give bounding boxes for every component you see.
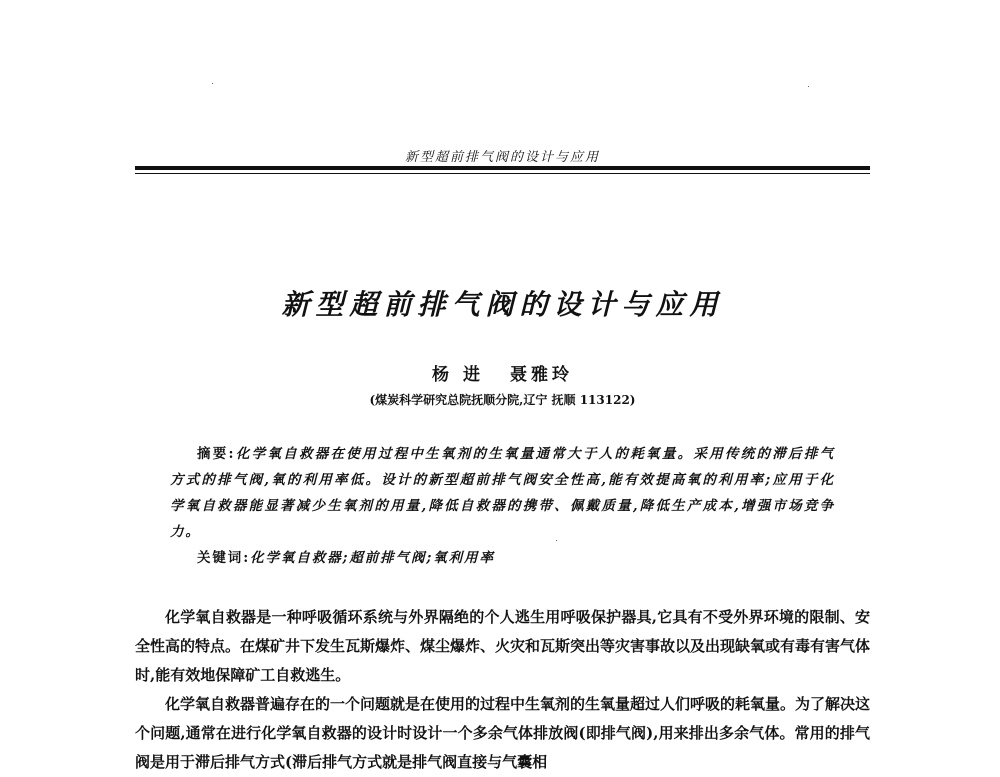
- keywords-text: 化学氧自救器;超前排气阀;氧利用率: [250, 550, 495, 566]
- author-affiliation: (煤炭科学研究总院抚顺分院,辽宁 抚顺 113122): [369, 393, 636, 407]
- scan-speck: [212, 83, 213, 84]
- header-rule-thick: [135, 166, 870, 170]
- keywords-paragraph: [170, 545, 835, 571]
- header-rule-thin: [135, 173, 870, 174]
- author-name: 聂雅玲: [509, 365, 573, 385]
- abstract-paragraph: [170, 441, 835, 545]
- body-paragraph: 化学氧自救器普遍存在的一个问题就是在使用的过程中生氧剂的生氧量超过人们呼吸的耗氧量。为了解决这个问题,通常在进行化学氧自救器的设计时设计一个多余气体排放阀(即排气阀),用来排出多余气体。常用的排气阀是用于滞后排气方式(滞后排气方式就是排气阀直接与气囊相: [135, 695, 871, 771]
- body-paragraph: 化学氧自救器是一种呼吸循环系统与外界隔绝的个人逃生用呼吸保护器具,它具有不受外界环境的限制、安全性高的特点。在煤矿井下发生瓦斯爆炸、煤尘爆炸、火灾和瓦斯突出等灾害事故以及出现缺氧或有毒有害气体时,能有效地保障矿工自救逃生。: [135, 608, 871, 684]
- article-title: 新型超前排气阀的设计与应用: [281, 288, 724, 321]
- body-text: [135, 603, 870, 777]
- keywords-label: 关键词:: [197, 550, 251, 566]
- author-list: [135, 360, 870, 385]
- abstract-text: 化学氧自救器在使用过程中生氧剂的生氧量通常大于人的耗氧量。采用传统的滞后排气方式的排气阀,氧的利用率低。设计的新型超前排气阀安全性高,能有效提高氧的利用率;应用于化学氧自救器能显著减少生氧剂的用量,降低自救器的携带、佩戴质量,降低生产成本,增强市场竞争力。: [170, 446, 836, 540]
- abstract-block: [170, 441, 835, 571]
- abstract-label: 摘要:: [197, 446, 236, 462]
- author-name: 杨 进: [432, 365, 484, 385]
- scan-speck: [808, 86, 809, 87]
- running-header: 新型超前排气阀的设计与应用: [404, 150, 600, 165]
